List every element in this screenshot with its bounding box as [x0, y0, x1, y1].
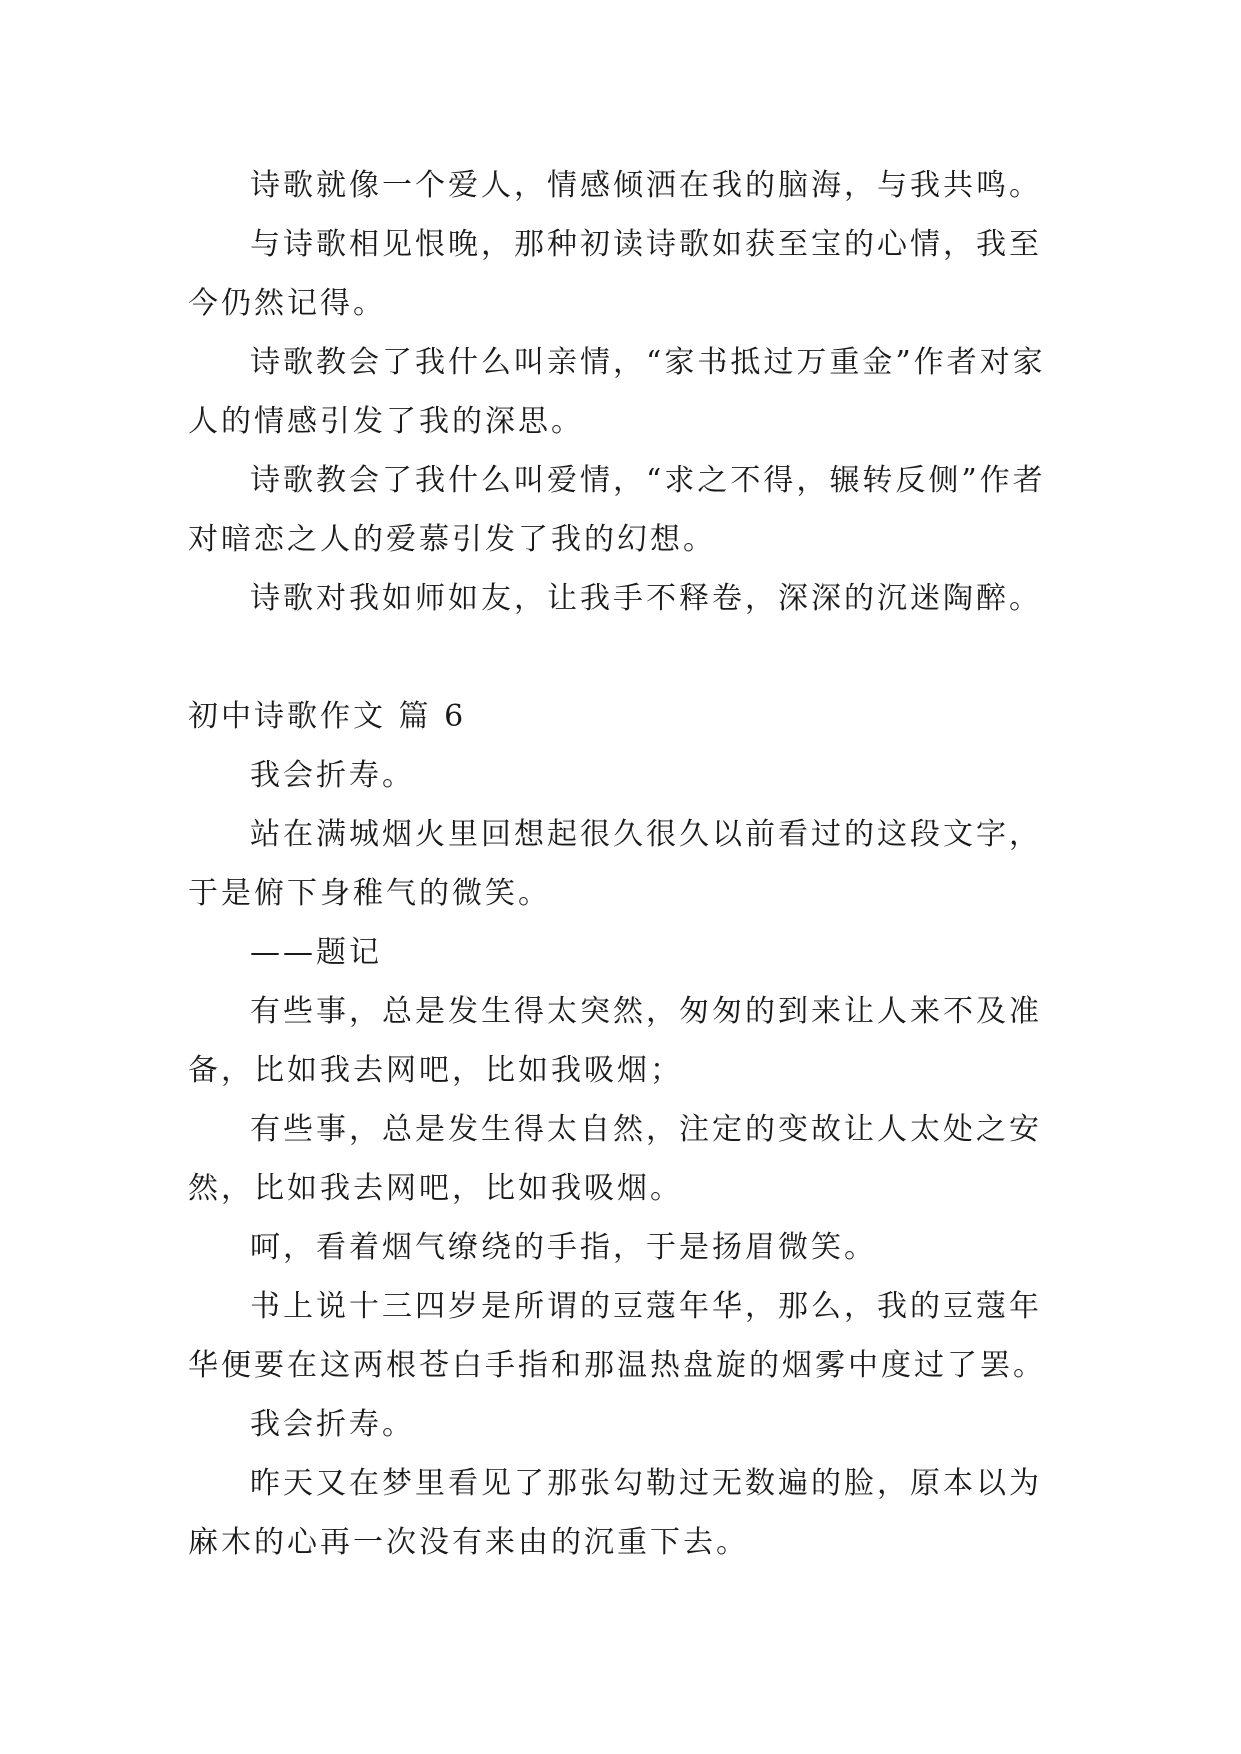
paragraph: 我会折寿。: [250, 1407, 415, 1442]
paragraph: 呵，看着烟气缭绕的手指，于是扬眉微笑。: [250, 1230, 877, 1265]
paragraph: 有些事，总是发生得太自然，注定的变故让人太处之安然，比如我去网吧，比如我吸烟。: [188, 1112, 1042, 1206]
paragraph: 与诗歌相见恨晚，那种初读诗歌如获至宝的心情，我至今仍然记得。: [188, 227, 1042, 321]
paragraph: 诗歌教会了我什么叫亲情，“家书抵过万重金”作者对家人的情感引发了我的深思。: [188, 345, 1046, 439]
paragraph: 昨天又在梦里看见了那张勾勒过无数遍的脸，原本以为麻木的心再一次没有来由的沉重下去。: [188, 1466, 1042, 1560]
paragraph: 诗歌对我如师如友，让我手不释卷，深深的沉迷陶醉。: [250, 581, 1042, 616]
paragraph: 站在满城烟火里回想起很久很久以前看过的这段文字，于是俯下身稚气的微笑。: [188, 817, 1042, 911]
paragraph: 诗歌就像一个爱人，情感倾洒在我的脑海，与我共鸣。: [250, 168, 1042, 203]
document-body: [188, 156, 1068, 1572]
paragraph: 我会折寿。: [250, 758, 415, 793]
epigraph-attribution: ——题记: [250, 935, 382, 970]
paragraph: 诗歌教会了我什么叫爱情，“求之不得，辗转反侧”作者对暗恋之人的爱慕引发了我的幻想。: [188, 463, 1046, 557]
paragraph: 书上说十三四岁是所谓的豆蔻年华，那么，我的豆蔻年华便要在这两根苍白手指和那温热盘旋的烟雾中度过了罢。: [188, 1289, 1046, 1383]
section-heading: 初中诗歌作文 篇 6: [188, 699, 467, 734]
paragraph: 有些事，总是发生得太突然，匆匆的到来让人来不及准备，比如我去网吧，比如我吸烟；: [188, 994, 1042, 1088]
